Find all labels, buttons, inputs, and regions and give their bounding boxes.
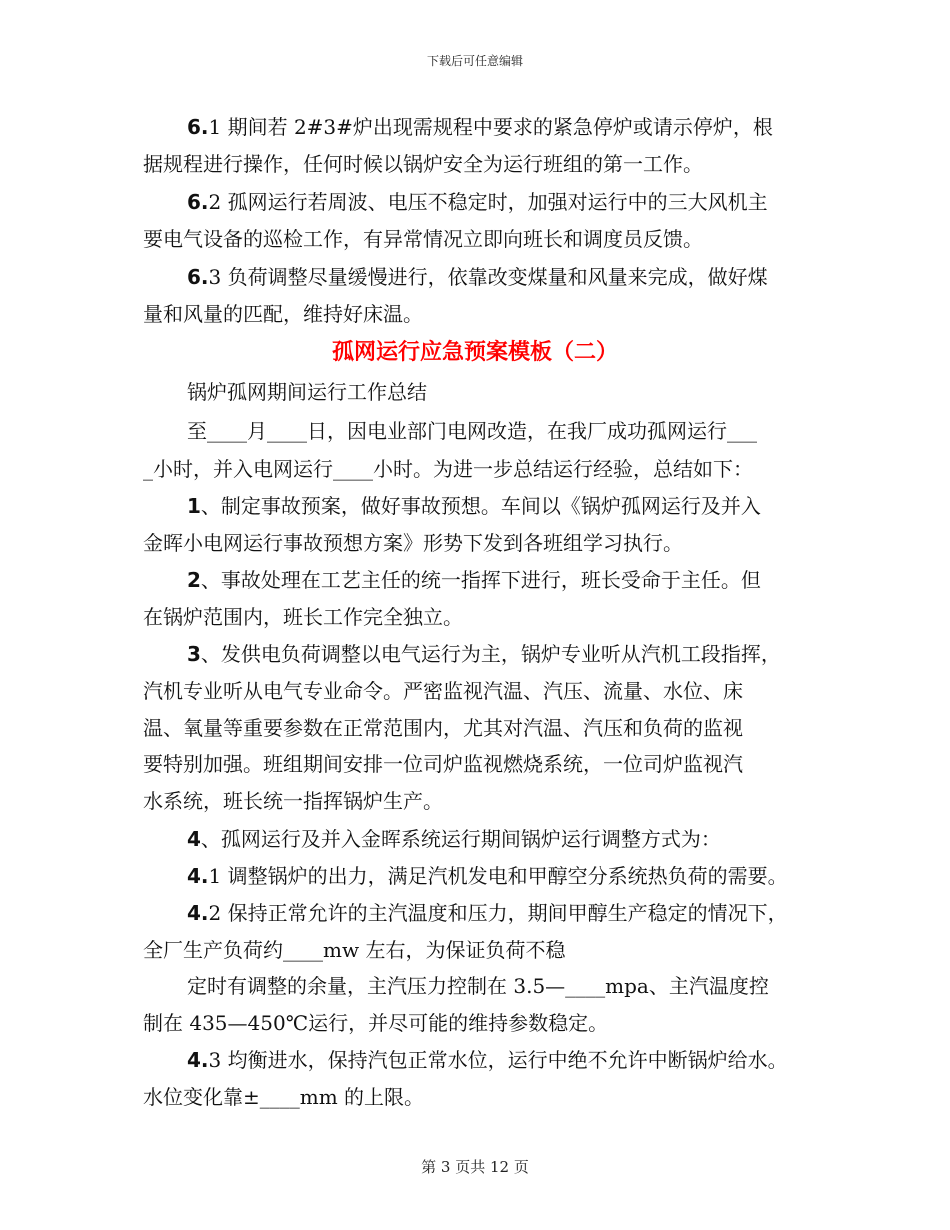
item-4-2-line-4: 制在 435—450℃运行，并尽可能的维持参数稳定。 — [143, 1011, 609, 1035]
para-6-1-line-2: 据规程进行操作，任何时候以锅炉安全为运行班组的第一工作。 — [143, 152, 703, 176]
page-footer: 第 3 页共 12 页 — [421, 1158, 529, 1176]
item-4-2-line-1: 4.2 保持正常允许的主汽温度和压力，期间甲醇生产稳定的情况下， — [187, 901, 788, 925]
para-6-1-line-1: 6.1 期间若 2#3#炉出现需规程中要求的紧急停炉或请示停炉，根 — [187, 115, 773, 139]
item-3-line-5: 水系统，班长统一指挥锅炉生产。 — [143, 789, 443, 813]
item-3-line-2: 汽机专业听从电气专业命令。严密监视汽温、汽压、流量、水位、床 — [143, 679, 743, 703]
section-subtitle: 锅炉孤网期间运行工作总结 — [187, 380, 427, 404]
intro-line-1: 至____月____日，因电业部门电网改造，在我厂成功孤网运行___ — [187, 419, 757, 443]
item-number: 3 — [187, 642, 201, 666]
item-4-1-line-1: 4.1 调整锅炉的出力，满足汽机发电和甲醇空分系统热负荷的需要。 — [187, 864, 788, 888]
item-number: 1 — [187, 494, 201, 518]
item-3-line-1: 3、发供电负荷调整以电气运行为主，锅炉专业听从汽机工段指挥， — [187, 642, 781, 666]
item-4-line-1: 4、孤网运行及并入金晖系统运行期间锅炉运行调整方式为： — [187, 827, 721, 851]
document-title: 孤网运行应急预案模板（二） — [331, 340, 618, 365]
item-number: 4. — [187, 901, 209, 925]
item-number: 4. — [187, 1048, 209, 1072]
item-4-3-line-2: 水位变化靠±____mm 的上限。 — [143, 1085, 425, 1109]
para-number: 6. — [187, 115, 209, 139]
para-6-3-line-2: 量和风量的匹配，维持好床温。 — [143, 302, 423, 326]
item-number: 2 — [187, 568, 201, 592]
item-4-2-line-3: 定时有调整的余量，主汽压力控制在 3.5—____mpa、主汽温度控 — [187, 974, 769, 998]
item-number: 4 — [187, 827, 201, 851]
item-4-2-line-2: 全厂生产负荷约____mw 左右，为保证负荷不稳 — [143, 938, 566, 962]
item-1-line-1: 1、制定事故预案，做好事故预想。车间以《锅炉孤网运行及并入 — [187, 494, 761, 518]
para-number: 6. — [187, 265, 209, 289]
item-number: 4. — [187, 864, 209, 888]
para-6-3-line-1: 6.3 负荷调整尽量缓慢进行，依靠改变煤量和风量来完成，做好煤 — [187, 265, 768, 289]
item-3-line-3: 温、氧量等重要参数在正常范围内，尤其对汽温、汽压和负荷的监视 — [143, 716, 743, 740]
page-header: 下载后可任意编辑 — [426, 54, 523, 68]
intro-line-2: _小时，并入电网运行____小时。为进一步总结运行经验，总结如下： — [143, 457, 753, 481]
para-6-2-line-1: 6.2 孤网运行若周波、电压不稳定时，加强对运行中的三大风机主 — [187, 190, 768, 214]
item-2-line-1: 2、事故处理在工艺主任的统一指挥下进行，班长受命于主任。但 — [187, 568, 761, 592]
item-3-line-4: 要特别加强。班组期间安排一位司炉监视燃烧系统，一位司炉监视汽 — [143, 752, 743, 776]
item-1-line-2: 金晖小电网运行事故预想方案》形势下发到各班组学习执行。 — [143, 531, 683, 555]
item-2-line-2: 在锅炉范围内，班长工作完全独立。 — [143, 605, 463, 629]
para-number: 6. — [187, 190, 209, 214]
item-4-3-line-1: 4.3 均衡进水，保持汽包正常水位，运行中绝不允许中断锅炉给水。 — [187, 1048, 788, 1072]
para-6-2-line-2: 要电气设备的巡检工作，有异常情况立即向班长和调度员反馈。 — [143, 227, 703, 251]
